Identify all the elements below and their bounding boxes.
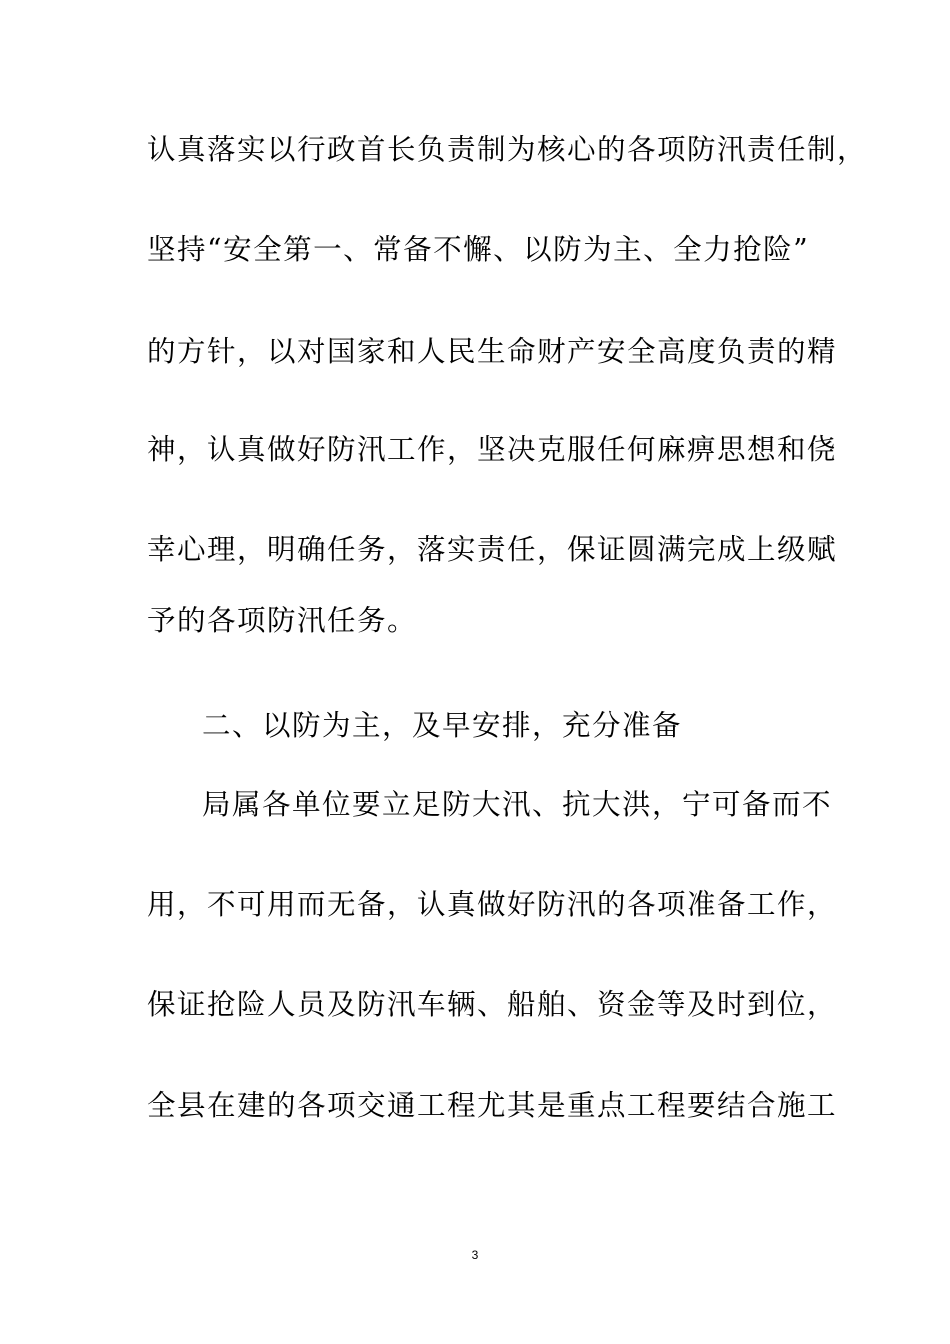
page-number: 3	[471, 1248, 479, 1262]
paragraph-line-4: 神，认真做好防汛工作，坚决克服任何麻痹思想和侥	[147, 433, 838, 466]
paragraph2-line-1: 局属各单位要立足防大汛、抗大洪，宁可备而不	[202, 788, 833, 821]
paragraph-line-1: 认真落实以行政首长负责制为核心的各项防汛责任制，	[147, 133, 868, 166]
paragraph2-line-3: 保证抢险人员及防汛车辆、船舶、资金等及时到位，	[147, 988, 838, 1021]
paragraph2-line-4: 全县在建的各项交通工程尤其是重点工程要结合施工	[147, 1089, 838, 1122]
paragraph2-line-2: 用，不可用而无备，认真做好防汛的各项准备工作，	[147, 888, 838, 921]
paragraph-line-2: 坚持“安全第一、常备不懈、以防为主、全力抢险”	[147, 233, 810, 266]
paragraph-line-3: 的方针，以对国家和人民生命财产安全高度负责的精	[147, 335, 838, 368]
paragraph-line-5: 幸心理，明确任务，落实责任，保证圆满完成上级赋	[147, 533, 838, 566]
section-heading: 二、以防为主，及早安排，充分准备	[202, 709, 683, 742]
paragraph-line-6: 予的各项防汛任务。	[147, 604, 418, 637]
